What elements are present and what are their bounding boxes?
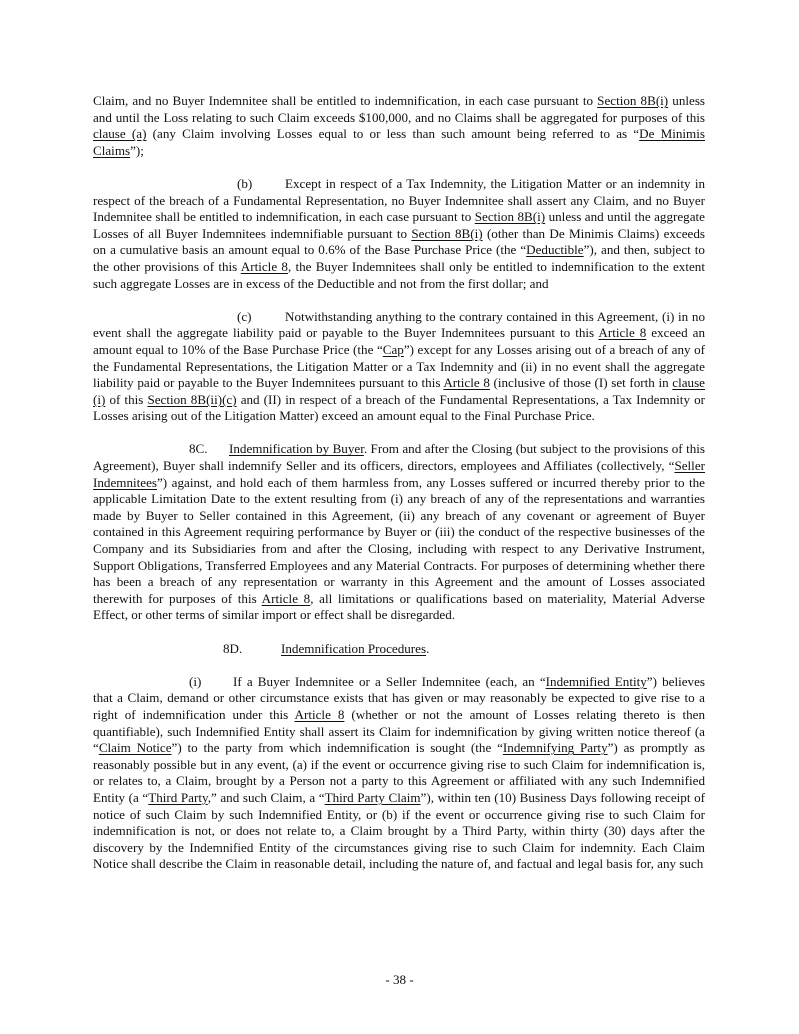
section-number: 8D. bbox=[223, 640, 243, 656]
text: ”) against, and hold each of them harmless from, any Losses suffered or incurred thereby prior to the applicable Limitation Date to the extent resulting from (i) any breach of any of the representations and warranties made by Buyer to Seller contained in this Agreement, (ii) any breach of any covenant or agreement of Buyer contained in this Agreement requiring performance by Buyer or (iii) the conduct of the respective businesses of the Company and its Subsidiaries from and after the Closing, including with respect to any Derivative Instrument, Support Obligations, Transferred Employees and any Material Contracts. For purposes of determining whether there has been a breach of any representation or warranty in this Agreement and the amount of Losses associated therewith for purposes of this bbox=[93, 474, 705, 606]
text: , the Buyer Indemnitees shall only be entitled to indemnification to the extent such aggregate Losses are in excess of the Deductible and not from the first dollar; and bbox=[93, 258, 705, 291]
paragraph-b bbox=[93, 176, 705, 292]
defined-term: Third Party Claim bbox=[324, 789, 421, 805]
article-reference: Article 8 bbox=[443, 375, 490, 391]
text: of this bbox=[105, 391, 148, 407]
clause-reference: clause (a) bbox=[93, 126, 147, 142]
defined-term: Deductible bbox=[526, 242, 584, 258]
text: unless and until the Loss relating to such Claim exceeds $100,000, and no Claims shall be aggregated for purposes of this bbox=[93, 93, 706, 125]
section-reference: Section 8B(i) bbox=[411, 225, 483, 241]
text: (any Claim involving Losses equal to or less than such amount being referred to as “ bbox=[146, 126, 640, 142]
section-reference: Section 8B(i) bbox=[597, 93, 669, 108]
text: ”); bbox=[130, 142, 144, 158]
article-reference: Article 8 bbox=[598, 325, 647, 341]
paragraph-label: (c) bbox=[237, 308, 252, 324]
article-reference: Article 8 bbox=[261, 590, 311, 606]
section-reference: Section 8B(i) bbox=[474, 209, 546, 225]
text: exceed an amount equal to 10% of the Base Purchase Price (the “ bbox=[93, 325, 705, 357]
text: unless and until the aggregate Losses of all Buyer Indemnitees indemnifiable pursuant to bbox=[93, 209, 705, 241]
paragraph-i bbox=[93, 674, 705, 873]
page-number: - 38 - bbox=[385, 972, 414, 987]
text: ”) believes that a Claim, demand or other circumstance exists that has given or may reasonably be expected to give rise to a right of indemnification under this bbox=[93, 673, 705, 722]
article-reference: Article 8 bbox=[294, 706, 345, 722]
paragraph-c bbox=[93, 309, 705, 425]
text: and (II) in respect of a breach of the Fundamental Representations, a Tax Indemnity or Losses arising out of the Litigation Matter) exceed an amount equal to the Final Purchase Price. bbox=[93, 391, 705, 424]
paragraph-label: (i) bbox=[189, 673, 202, 689]
section-8c bbox=[93, 441, 705, 624]
section-number: 8C. bbox=[189, 441, 208, 457]
paragraph-a-continuation bbox=[93, 93, 705, 159]
text: ”), within ten (10) Business Days following receipt of notice of such Claim by such Indemnified Entity, or (b) if the event or occurrence giving rise to such Claim for indemnification is not, or does not relate to, a Claim brought by a Third Party, within thirty (30) days after the discovery by the Indemnified Entity of the circumstances giving rise to such Claim for indemnity. Each Claim Notice shall describe the Claim in reasonable detail, including the nature of, and factual and legal basis for, any such bbox=[93, 789, 705, 872]
defined-term: De Minimis Claims bbox=[93, 126, 705, 158]
document-page bbox=[93, 93, 705, 873]
text: (other than De Minimis Claims) exceeds on a cumulative basis an amount equal to 0.6% of the Base Purchase Price (the “ bbox=[93, 225, 705, 258]
defined-term: Indemnified Entity bbox=[545, 673, 647, 689]
section-heading: Indemnification Procedures bbox=[281, 640, 427, 656]
defined-term: Indemnifying Party bbox=[502, 740, 608, 756]
paragraph-label: (b) bbox=[237, 175, 253, 191]
text: , all limitations or qualifications based on materiality, Material Adverse Effect, or other terms of similar import or effect shall be disregarded. bbox=[93, 590, 705, 623]
defined-term: Seller Indemnitees bbox=[93, 458, 705, 490]
text: If a Buyer Indemnitee or a Seller Indemnitee (each, an “ bbox=[233, 673, 546, 689]
clause-reference: clause (i) bbox=[93, 375, 705, 407]
text: Claim, and no Buyer Indemnitee shall be entitled to indemnification, in each case pursuant to bbox=[93, 93, 598, 108]
text: . bbox=[426, 640, 430, 656]
text: ”) as promptly as reasonably possible but in any event, (a) if the event or occurrence giving rise to such Claim for indemnification is, or relates to, a Claim, brought by a Person not a party to this Agreement or affiliated with any such Indemnified Entity (a “ bbox=[93, 740, 706, 805]
defined-term: Claim Notice bbox=[98, 740, 172, 756]
section-reference: Section 8B(ii)(c) bbox=[147, 391, 237, 407]
text: Except in respect of a Tax Indemnity, the Litigation Matter or an indemnity in respect of the breach of a Fundamental Representation, no Buyer Indemnitee shall assert any Claim, and no Buyer Indemnitee shall be entitled to indemnification, in each case pursuant to bbox=[93, 175, 705, 225]
defined-term: Third Party bbox=[148, 789, 208, 805]
text: ,” and such Claim, a “ bbox=[207, 789, 325, 805]
text: ”) except for any Losses arising out of a breach of any of the Fundamental Representations, the Litigation Matter or a Tax Indemnity and (ii) in no event shall the aggregate liability paid or payable to the Buyer Indemnitees pursuant to this bbox=[93, 341, 706, 391]
section-heading: Indemnification by Buyer bbox=[229, 441, 364, 457]
section-8d-heading bbox=[93, 641, 705, 658]
text: (whether or not the amount of Losses relating thereto is then quantifiable), such Indemnified Entity shall assert its Claim for indemnification by giving written notice thereof (a “ bbox=[93, 706, 705, 756]
text: . From and after the Closing (but subject to the provisions of this Agreement), Buyer shall indemnify Seller and its officers, directors, employees and Affiliates (collectively, “ bbox=[93, 441, 706, 474]
article-reference: Article 8 bbox=[240, 258, 288, 274]
text: (inclusive of those (I) set forth in bbox=[489, 375, 673, 391]
defined-term: Cap bbox=[382, 341, 404, 357]
text: Notwithstanding anything to the contrary contained in this Agreement, (i) in no event shall the aggregate liability paid or payable to the Buyer Indemnitees pursuant to this bbox=[93, 308, 705, 341]
text: ”) to the party from which indemnification is sought (the “ bbox=[171, 740, 503, 756]
text: ”), and then, subject to the other provisions of this bbox=[93, 242, 705, 274]
